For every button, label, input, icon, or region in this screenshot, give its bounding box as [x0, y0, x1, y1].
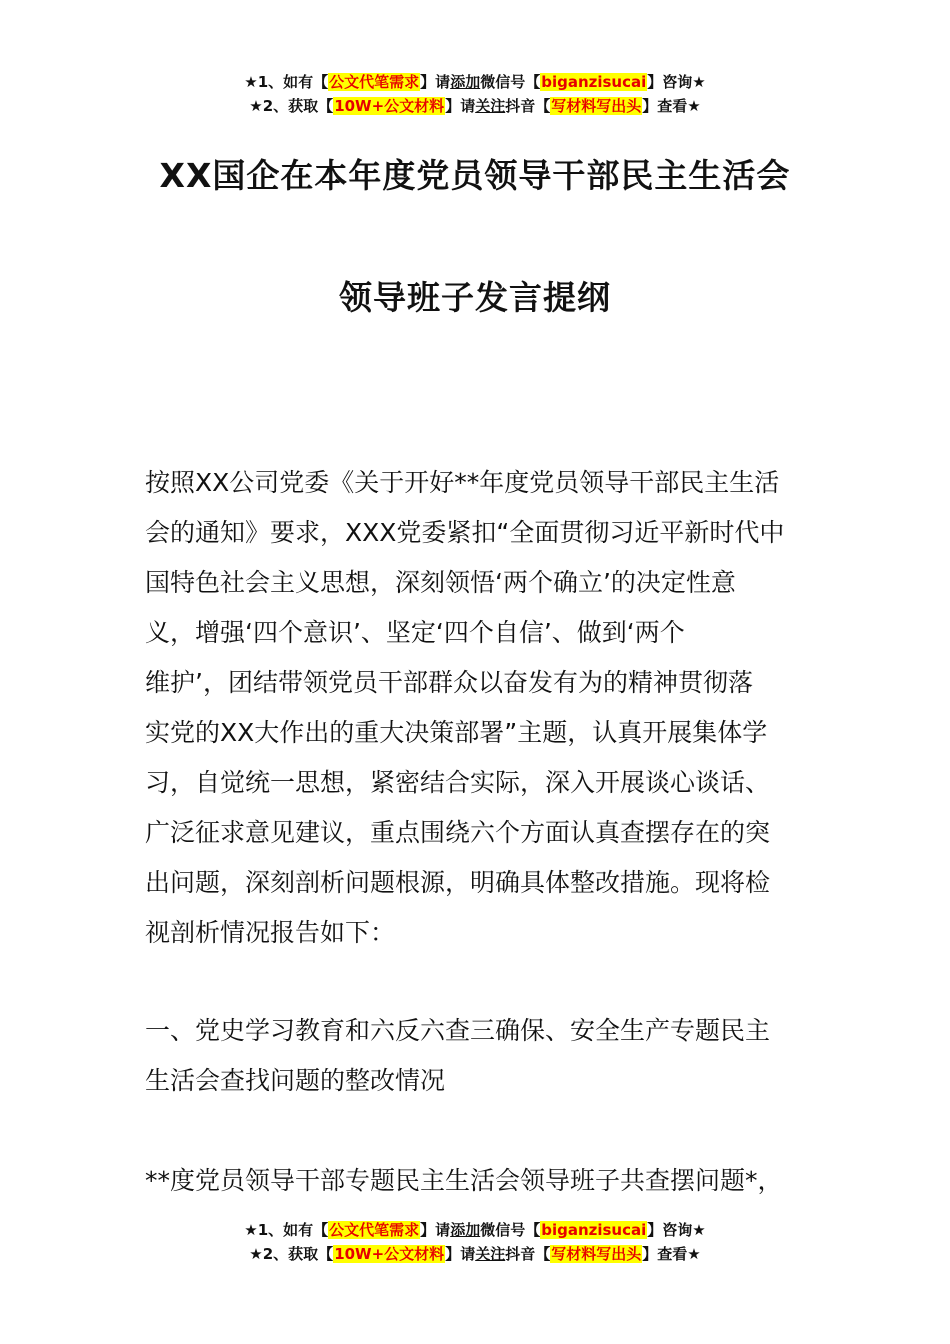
banner-line-1	[0, 70, 950, 94]
paragraph-line: 广泛征求意见建议，重点围绕六个方面认真查摆存在的突	[145, 818, 771, 847]
banner-text: ★2、获取【	[249, 97, 334, 115]
body-paragraph-1	[145, 458, 825, 958]
banner-text: 】查看★	[642, 97, 701, 115]
paragraph-line: 义，增强‘四个意识’、坚定‘四个自信’、做到‘两个	[145, 618, 685, 647]
bottom-banner	[0, 1218, 950, 1266]
heading-line: 生活会查找问题的整改情况	[145, 1066, 446, 1095]
heading-line: 一、党史学习教育和六反六查三确保、安全生产专题民主	[145, 1016, 771, 1045]
document-title-line-1: XX国企在本年度党员领导干部民主生活会	[159, 156, 791, 195]
banner-text: 抖音【	[505, 1245, 551, 1263]
underlined-text: 添加	[450, 73, 481, 91]
top-banner	[0, 70, 950, 118]
paragraph-line: 实党的XX大作出的重大决策部署”主题，认真开展集体学	[145, 718, 768, 747]
banner-text: 微信号【	[480, 1221, 541, 1239]
wechat-id: biganzisucai	[541, 1221, 647, 1239]
section-heading-1	[145, 1006, 825, 1106]
highlight-text: 公文代笔需求	[329, 1221, 420, 1239]
douyin-id: 写材料写出头	[551, 1245, 642, 1263]
banner-text: 】查看★	[642, 1245, 701, 1263]
banner-text: ★1、如有【	[244, 1221, 329, 1239]
highlight-text: 10W+公文材料	[334, 97, 445, 115]
paragraph-line: 视剖析情况报告如下：	[145, 918, 396, 947]
paragraph-line: 习，自觉统一思想，紧密结合实际，深入开展谈心谈话、	[145, 768, 771, 797]
underlined-text: 关注	[475, 1245, 506, 1263]
banner-text: 抖音【	[505, 97, 551, 115]
document-title-line-2: 领导班子发言提纲	[339, 278, 611, 317]
banner-line-1	[0, 1218, 950, 1242]
paragraph-line: **度党员领导干部专题民主生活会领导班子共查摆问题*，	[145, 1166, 783, 1195]
banner-text: 】咨询★	[647, 1221, 706, 1239]
banner-text: 微信号【	[480, 73, 541, 91]
paragraph-line: 维护’，团结带领党员干部群众以奋发有为的精神贯彻落	[145, 668, 753, 697]
highlight-text: 10W+公文材料	[334, 1245, 445, 1263]
banner-text: 】请	[420, 1221, 451, 1239]
banner-text: 】请	[420, 73, 451, 91]
banner-line-2	[0, 1242, 950, 1266]
paragraph-line: 出问题，深刻剖析问题根源，明确具体整改措施。现将检	[145, 868, 771, 897]
banner-text: 】请	[445, 1245, 476, 1263]
paragraph-line: 会的通知》要求，XXX党委紧扣“全面贯彻习近平新时代中	[145, 518, 785, 547]
paragraph-line: 按照XX公司党委《关于开好**年度党员领导干部民主生活	[145, 468, 780, 497]
douyin-id: 写材料写出头	[551, 97, 642, 115]
banner-text: ★1、如有【	[244, 73, 329, 91]
underlined-text: 关注	[475, 97, 506, 115]
banner-text: 】咨询★	[647, 73, 706, 91]
underlined-text: 添加	[450, 1221, 481, 1239]
banner-text: 】请	[445, 97, 476, 115]
highlight-text: 公文代笔需求	[329, 73, 420, 91]
wechat-id: biganzisucai	[541, 73, 647, 91]
body-paragraph-2	[145, 1156, 825, 1206]
paragraph-line: 国特色社会主义思想，深刻领悟‘两个确立’的决定性意	[145, 568, 736, 597]
banner-text: ★2、获取【	[249, 1245, 334, 1263]
banner-line-2	[0, 94, 950, 118]
